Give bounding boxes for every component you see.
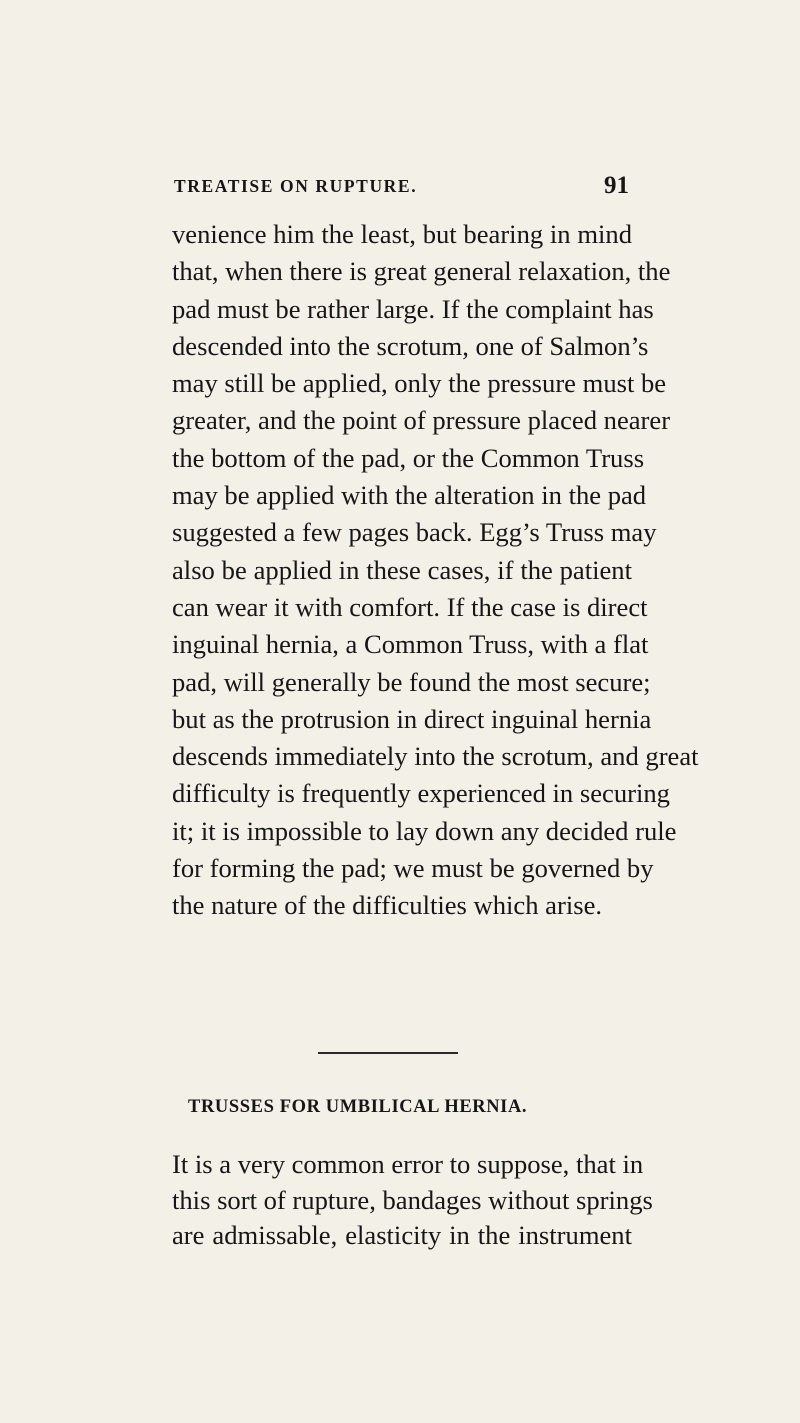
text-line: can wear it with comfort. If the case is direct: [172, 591, 648, 622]
running-header: [174, 172, 629, 200]
text-line: this sort of rupture, bandages without springs: [172, 1184, 653, 1215]
text-line: also be applied in these cases, if the patient: [172, 554, 632, 585]
running-title: TREATISE ON RUPTURE.: [174, 176, 418, 196]
text-line: for forming the pad; we must be governed by: [172, 853, 654, 884]
section-paragraph: [172, 1147, 653, 1254]
text-line: inguinal hernia, a Common Truss, with a flat: [172, 629, 649, 660]
page-number: 91: [604, 172, 629, 199]
text-line: may still be applied, only the pressure must be: [172, 368, 667, 399]
text-line: but as the protrusion in direct inguinal hernia: [172, 703, 652, 734]
text-line: greater, and the point of pressure placed nearer: [172, 405, 671, 436]
text-line: it; it is impossible to lay down any decided rule: [172, 815, 677, 846]
text-line: may be applied with the alteration in the pad: [172, 480, 647, 511]
section-divider: [318, 1052, 458, 1054]
text-line: suggested a few pages back. Egg’s Truss may: [172, 517, 657, 548]
text-line: pad must be rather large. If the complaint has: [172, 293, 654, 324]
text-line: It is a very common error to suppose, that in: [172, 1149, 644, 1179]
text-line: venience him the least, but bearing in mind: [172, 219, 632, 249]
text-line: the nature of the difficulties which arise.: [172, 890, 603, 921]
text-line: descended into the scrotum, one of Salmon’s: [172, 330, 649, 361]
text-line: the bottom of the pad, or the Common Truss: [172, 442, 645, 473]
text-line: difficulty is frequently experienced in securing: [172, 778, 670, 809]
text-line: that, when there is great general relaxation, the: [172, 256, 671, 287]
section-heading: TRUSSES FOR UMBILICAL HERNIA.: [188, 1097, 528, 1117]
text-line: are admissable, elasticity in the instrument: [172, 1220, 632, 1250]
body-paragraph: [172, 216, 699, 925]
text-line: pad, will generally be found the most secure;: [172, 666, 651, 697]
text-line: descends immediately into the scrotum, and great: [172, 741, 699, 772]
